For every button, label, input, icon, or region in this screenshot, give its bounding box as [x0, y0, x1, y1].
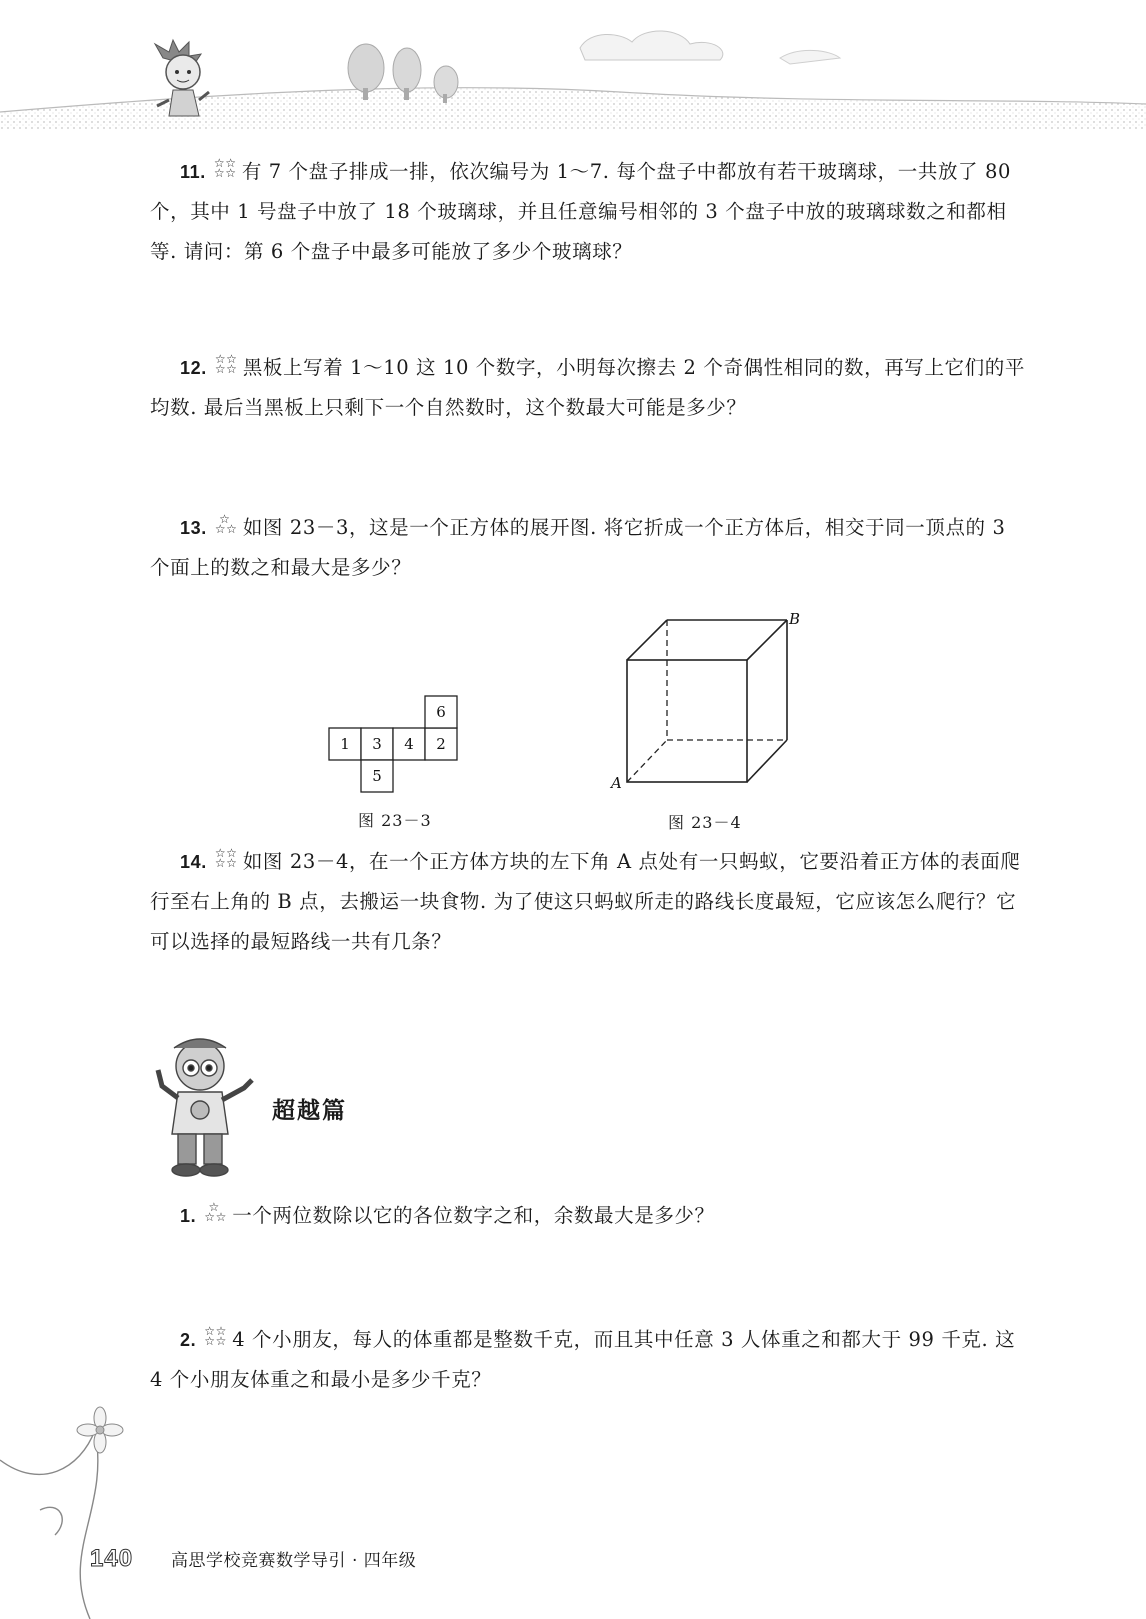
net-cell-label: 5 — [372, 767, 382, 785]
page-footer — [90, 1545, 416, 1573]
cube-figure — [605, 610, 815, 790]
net-cell-label: 4 — [404, 735, 414, 753]
header-decoration — [0, 0, 1146, 130]
net-cell-label: 1 — [340, 735, 350, 753]
vertex-a-label: A — [611, 774, 622, 790]
figure-caption: 图 23－3 — [358, 811, 432, 830]
vertex-b-label: B — [789, 610, 801, 628]
question-12 — [150, 348, 1030, 428]
section-question-1 — [150, 1196, 1030, 1236]
question-13 — [150, 508, 1030, 588]
question-number: 12. — [180, 358, 207, 378]
section-title: 超越篇 — [272, 1098, 347, 1124]
question-text: 有 7 个盘子排成一排，依次编号为 1～7. 每个盘子中都放有若干玻璃球，一共放了 80 个，其中 1 号盘子中放了 18 个玻璃球，并且任意编号相邻的 3 个盘子中放的玻璃球数之和都相等. 请问：第 6 个盘子中最多可能放了多少个玻璃球？ — [150, 160, 1011, 263]
question-11 — [150, 152, 1030, 272]
question-text: 黑板上写着 1～10 这 10 个数字，小明每次擦去 2 个奇偶性相同的数，再写上它们的平均数. 最后当黑板上只剩下一个自然数时，这个数最大可能是多少？ — [150, 356, 1025, 419]
question-text: 如图 23－4，在一个正方体方块的左下角 A 点处有一只蚂蚁，它要沿着正方体的表面爬行至右上角的 B 点，去搬运一块食物. 为了使这只蚂蚁所走的路线长度最短，它应该怎么爬行？它可以选择的最短路线一共有几条？ — [150, 850, 1021, 953]
net-cell-label: 6 — [436, 703, 446, 721]
net-cell-label: 3 — [372, 735, 382, 753]
flower-icon — [77, 1407, 123, 1453]
difficulty-stars-icon: ☆☆ ☆☆ — [204, 1324, 227, 1348]
question-number: 11. — [180, 162, 206, 182]
question-text: 如图 23－3，这是一个正方体的展开图. 将它折成一个正方体后，相交于同一顶点的 3 个面上的数之和最大是多少？ — [150, 516, 1006, 579]
question-number: 14. — [180, 852, 207, 872]
flower-vine-decoration — [0, 1400, 150, 1619]
question-number: 13. — [180, 518, 207, 538]
figure-caption: 图 23－4 — [668, 813, 742, 832]
question-14 — [150, 842, 1030, 962]
difficulty-stars-icon: ☆ ☆☆ — [214, 512, 238, 536]
question-text: 一个两位数除以它的各位数字之和，余数最大是多少？ — [232, 1204, 715, 1227]
difficulty-stars-icon: ☆☆ ☆☆ — [214, 846, 238, 870]
book-title: 高思学校竞赛数学导引 · 四年级 — [171, 1551, 417, 1571]
net-cell-label: 2 — [436, 735, 446, 753]
difficulty-stars-icon: ☆☆ ☆☆ — [214, 352, 238, 376]
mascot-boy-icon — [148, 1030, 268, 1185]
cube-net-figure — [325, 690, 465, 800]
difficulty-stars-icon: ☆ ☆☆ — [204, 1200, 227, 1224]
question-text: 4 个小朋友，每人的体重都是整数千克，而且其中任意 3 人体重之和都大于 99 千克. 这 4 个小朋友体重之和最小是多少千克？ — [150, 1328, 1016, 1391]
page-number: 140 — [90, 1545, 134, 1572]
question-number: 1. — [180, 1206, 197, 1226]
question-number: 2. — [180, 1330, 197, 1350]
section-question-2 — [150, 1320, 1030, 1400]
difficulty-stars-icon: ☆☆ ☆☆ — [213, 156, 237, 180]
